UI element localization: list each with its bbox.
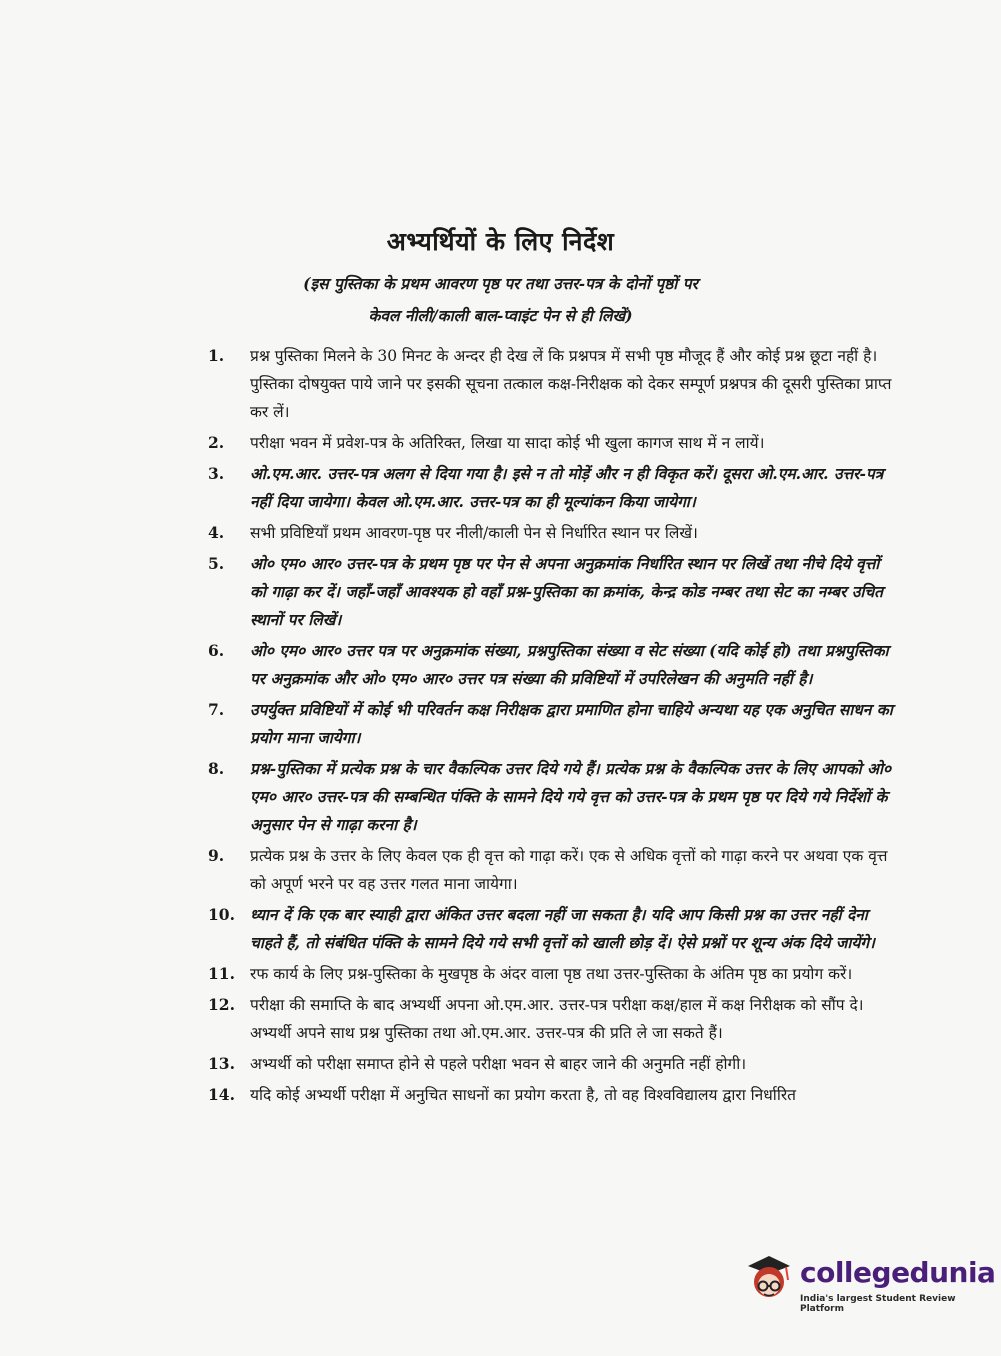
item-text: ओ० एम० आर० उत्तर पत्र पर अनुक्रमांक संख्या, प्रश्नपुस्तिका संख्या व सेट संख्या (यदि कोई हो) तथा प्रश्नपुस्तिका पर अनुक्रमांक और ओ० एम० आर० उत्तर पत्र संख्या की प्रविष्टियों में उपरिलेखन की अनुमति नहीं है।	[250, 641, 889, 688]
subtitle-line-2: केवल नीली/काली बाल-प्वाइंट पेन से ही लिखें)	[368, 306, 633, 325]
item-text: ओ० एम० आर० उत्तर-पत्र के प्रथम पृष्ठ पर पेन से अपना अनुक्रमांक निर्धारित स्थान पर लिखें तथा नीचे दिये वृत्तों को गाढ़ा कर दें। जहाँ-जहाँ आवश्यक हो वहाँ प्रश्न-पुस्तिका का क्रमांक, केन्द्र कोड नम्बर तथा सेट का नम्बर उचित स्थानों पर लिखें।	[250, 554, 884, 629]
item-text: प्रश्न-पुस्तिका में प्रत्येक प्रश्न के चार वैकल्पिक उत्तर दिये गये हैं। प्रत्येक प्रश्न के वैकल्पिक उत्तर के लिए आपको ओ० एम० आर० उत्तर-पत्र की सम्बन्धित पंक्ति के सामने दिये गये वृत्त को उत्तर-पत्र के प्रथम पृष्ठ पर दिये गये निर्देशों के अनुसार पेन से गाढ़ा करना है।	[250, 759, 892, 834]
item-number: 5.	[208, 554, 225, 573]
collegedunia-wordmark: collegedunia	[800, 1256, 996, 1289]
item-number: 12.	[208, 995, 235, 1014]
instruction-item	[208, 1050, 898, 1078]
item-number: 2.	[208, 433, 225, 452]
item-number: 14.	[208, 1085, 235, 1104]
collegedunia-watermark	[742, 1252, 996, 1314]
instruction-item	[208, 1081, 898, 1109]
item-text: सभी प्रविष्टियाँ प्रथम आवरण-पृष्ठ पर नीली/काली पेन से निर्धारित स्थान पर लिखें।	[250, 524, 698, 542]
item-number: 7.	[208, 700, 225, 719]
instruction-item	[208, 550, 898, 634]
collegedunia-mascot-icon	[742, 1252, 796, 1306]
instruction-item	[208, 519, 898, 547]
instruction-item	[208, 991, 898, 1047]
item-text: प्रश्न पुस्तिका मिलने के 30 मिनट के अन्दर ही देख लें कि प्रश्नपत्र में सभी पृष्ठ मौजूद हैं और कोई प्रश्न छूटा नहीं है। पुस्तिका दोषयुक्त पाये जाने पर इसकी सूचना तत्काल कक्ष-निरीक्षक को देकर सम्पूर्ण प्रश्नपत्र की दूसरी पुस्तिका प्राप्त कर लें।	[250, 347, 892, 421]
item-number: 9.	[208, 846, 225, 865]
item-text: परीक्षा की समाप्ति के बाद अभ्यर्थी अपना ओ.एम.आर. उत्तर-पत्र परीक्षा कक्ष/हाल में कक्ष निरीक्षक को सौंप दे। अभ्यर्थी अपने साथ प्रश्न पुस्तिका तथा ओ.एम.आर. उत्तर-पत्र की प्रति ले जा सकते हैं।	[250, 996, 864, 1042]
instruction-item	[208, 460, 898, 516]
item-number: 3.	[208, 464, 225, 483]
instruction-item	[208, 696, 898, 752]
item-text: उपर्युक्त प्रविष्टियों में कोई भी परिवर्तन कक्ष निरीक्षक द्वारा प्रमाणित होना चाहिये अन्यथा यह एक अनुचित साधन का प्रयोग माना जायेगा।	[250, 700, 893, 747]
item-text: रफ कार्य के लिए प्रश्न-पुस्तिका के मुखपृष्ठ के अंदर वाला पृष्ठ तथा उत्तर-पुस्तिका के अंतिम पृष्ठ का प्रयोग करें।	[250, 965, 853, 983]
item-number: 13.	[208, 1054, 235, 1073]
instruction-item	[208, 960, 898, 988]
instruction-item	[208, 429, 898, 457]
instruction-item	[208, 755, 898, 839]
item-number: 10.	[208, 905, 235, 924]
instruction-item	[208, 342, 898, 426]
instruction-item	[208, 842, 898, 898]
item-number: 4.	[208, 523, 225, 542]
item-text: अभ्यर्थी को परीक्षा समाप्त होने से पहले परीक्षा भवन से बाहर जाने की अनुमति नहीं होगी।	[250, 1055, 747, 1073]
item-number: 8.	[208, 759, 225, 778]
collegedunia-tagline: India's largest Student Review Platform	[800, 1294, 956, 1314]
instruction-item	[208, 637, 898, 693]
item-number: 11.	[208, 964, 235, 983]
instruction-list	[208, 342, 898, 1112]
page-title: अभ्यर्थियों के लिए निर्देश	[386, 227, 615, 256]
item-text: ओ.एम.आर. उत्तर-पत्र अलग से दिया गया है। इसे न तो मोड़ें और न ही विकृत करें। दूसरा ओ.एम.आर. उत्तर-पत्र नहीं दिया जायेगा। केवल ओ.एम.आर. उत्तर-पत्र का ही मूल्यांकन किया जायेगा।	[250, 464, 884, 511]
item-number: 6.	[208, 641, 225, 660]
item-text: प्रत्येक प्रश्न के उत्तर के लिए केवल एक ही वृत्त को गाढ़ा करें। एक से अधिक वृत्तों को गाढ़ा करने पर अथवा एक वृत्त को अपूर्ण भरने पर वह उत्तर गलत माना जायेगा।	[250, 847, 888, 893]
item-number: 1.	[208, 346, 225, 365]
subtitle-line-1: (इस पुस्तिका के प्रथम आवरण पृष्ठ पर तथा उत्तर-पत्र के दोनों पृष्ठों पर	[303, 274, 698, 293]
instruction-item	[208, 901, 898, 957]
item-text: परीक्षा भवन में प्रवेश-पत्र के अतिरिक्त, लिखा या सादा कोई भी खुला कागज साथ में न लायें।	[250, 434, 765, 452]
item-text: ध्यान दें कि एक बार स्याही द्वारा अंकित उत्तर बदला नहीं जा सकता है। यदि आप किसी प्रश्न का उत्तर नहीं देना चाहते हैं, तो संबंधित पंक्ति के सामने दिये गये सभी वृत्तों को खाली छोड़ दें। ऐसे प्रश्नों पर शून्य अंक दिये जायेंगे।	[250, 905, 875, 952]
item-text: यदि कोई अभ्यर्थी परीक्षा में अनुचित साधनों का प्रयोग करता है, तो वह विश्वविद्यालय द्वारा निर्धारित	[250, 1086, 797, 1104]
